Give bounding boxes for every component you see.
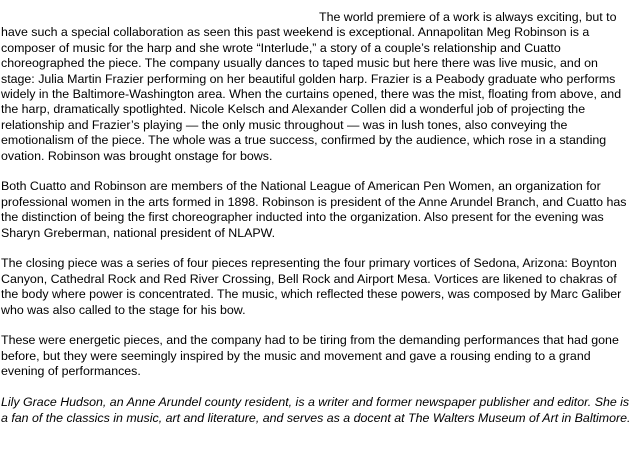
paragraph-closing-piece: The closing piece was a series of four pieces representing the four primary vortices of Sedona, Arizona: Boynton Canyon, Cathedral Rock and Red River Crossing, Bell Rock and Airport Mesa. Vortices are likened to chakras of the body where power is concentrated. The music, which reflected these powers, was composed by Marc Galiber who was also called to the stage for his bow. bbox=[1, 256, 622, 317]
paragraph-energetic: These were energetic pieces, and the company had to be tiring from the demanding performances that had gone before, but they were seemingly inspired by the music and movement and gave a rousing ending to a grand evening of performances. bbox=[1, 333, 619, 379]
article-body bbox=[1, 10, 631, 426]
paragraph-pen-women: Both Cuatto and Robinson are members of the National League of American Pen Women, an organization for professional women in the arts formed in 1898. Robinson is president of the Anne Arundel Branch, and Cuatto has the distinction of being the first choreographer inducted into the organization. Also present for the evening was Sharyn Greberman, national president of NLAPW. bbox=[1, 179, 627, 240]
paragraph-premiere: The world premiere of a work is always exciting, but to have such a special collaboration as seen this past weekend is exceptional. Annapolitan Meg Robinson is a composer of music for the harp and she wrote “Interlude,” a story of a couple’s relationship and Cuatto choreographed the piece. The company usually dances to taped music but here there was live music, and on stage: Julia Martin Frazier performing on her beautiful golden harp. Frazier is a Peabody graduate who performs widely in the Baltimore-Washington area. When the curtains opened, there was the mist, floating from above, and the harp, dramatically spotlighted. Nicole Kelsch and Alexander Collen did a wonderful job of projecting the relationship and Frazier’s playing — the only music throughout — was in lush tones, also conveying the emotionalism of the piece. The whole was a true success, confirmed by the audience, which rose in a standing ovation. Robinson was brought onstage for bows. bbox=[1, 10, 622, 163]
author-bio: Lily Grace Hudson, an Anne Arundel county resident, is a writer and former newspaper publisher and editor. She is a fan of the classics in music, art and literature, and serves as a docent at The Walters Museum of Art in Baltimore. bbox=[1, 395, 631, 425]
